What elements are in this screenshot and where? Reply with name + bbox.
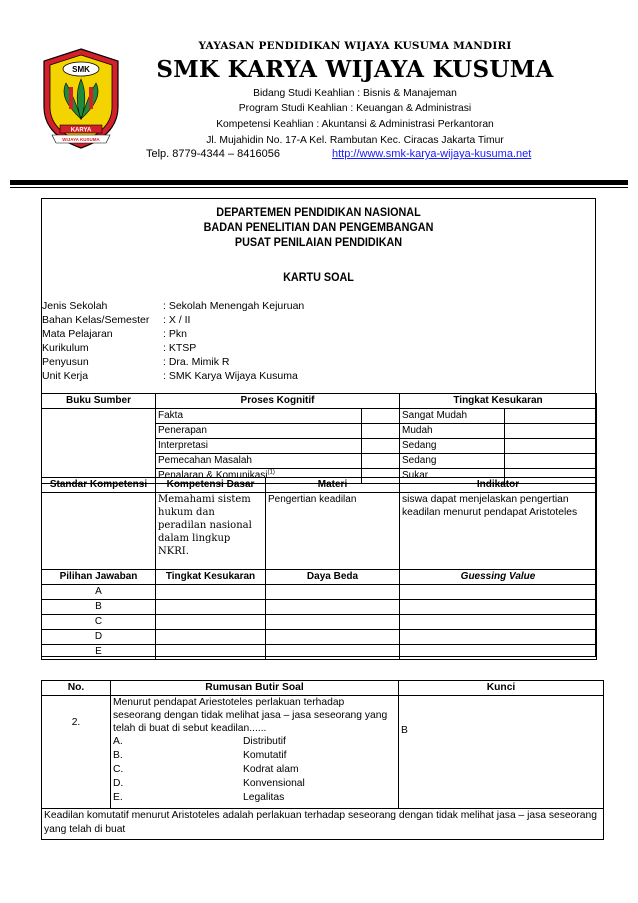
table-header-row: [42, 681, 604, 696]
empty-cell[interactable]: [400, 615, 597, 630]
empty-cell[interactable]: [266, 600, 400, 615]
divider-thin: [10, 187, 628, 188]
option-letter: A: [42, 585, 156, 600]
empty-cell[interactable]: [156, 585, 266, 600]
info-label: Jenis Sekolah: [42, 300, 108, 312]
header-tingkat-kesukaran: Tingkat Kesukaran: [156, 570, 266, 585]
empty-cell[interactable]: [400, 630, 597, 645]
info-label: Bahan Kelas/Semester: [42, 314, 150, 326]
empty-cell[interactable]: [400, 645, 597, 660]
info-value: : SMK Karya Wijaya Kusuma: [163, 370, 298, 382]
header-pilihan-jawaban: Pilihan Jawaban: [42, 570, 156, 585]
proses-item-label: Penalaran & Komunikasi: [158, 470, 268, 481]
empty-cell[interactable]: [266, 630, 400, 645]
answer-option: [113, 749, 396, 763]
answer-analysis-table: [41, 569, 597, 660]
proses-item: Penerapan: [156, 424, 362, 439]
header-no: No.: [42, 681, 111, 696]
table-row: [42, 615, 597, 630]
option-key: C.: [113, 764, 124, 775]
buku-sumber-cell[interactable]: [42, 409, 156, 484]
study-program: Program Studi Keahlian : Keuangan & Administrasi: [238, 103, 472, 114]
school-logo: [38, 47, 124, 150]
department-line-3: PUSAT PENILAIAN PENDIDIKAN: [234, 235, 403, 249]
materi-cell: Pengertian keadilan: [266, 493, 400, 570]
header-tingkat-kesukaran: Tingkat Kesukaran: [400, 394, 597, 409]
foundation-name: YAYASAN PENDIDIKAN WIJAYA KUSUMA MANDIRI: [198, 40, 512, 52]
table-row: [42, 493, 597, 570]
phone-number: Telp. 8779-4344 – 8416056: [146, 148, 280, 160]
header-materi: Materi: [266, 478, 400, 493]
option-letter: E: [42, 645, 156, 660]
option-letter: C: [42, 615, 156, 630]
option-key: D.: [113, 778, 124, 789]
check-cell[interactable]: [362, 424, 400, 439]
empty-cell[interactable]: [400, 585, 597, 600]
header-guessing-value: Guessing Value: [400, 570, 597, 585]
standar-kompetensi-cell[interactable]: [42, 493, 156, 570]
option-key: B.: [113, 750, 123, 761]
header-daya-beda: Daya Beda: [266, 570, 400, 585]
empty-cell[interactable]: [266, 585, 400, 600]
option-text: Kodrat alam: [243, 764, 299, 775]
explanation-cell: Keadilan komutatif menurut Aristoteles adalah perlakuan terhadap seseorang dengan tidak melihat jasa – jasa seseorang yang telah di buat: [42, 809, 604, 840]
answer-option: [113, 777, 396, 791]
info-value: : X / II: [163, 314, 191, 326]
header-rumusan: Rumusan Butir Soal: [111, 681, 399, 696]
header-buku-sumber: Buku Sumber: [42, 394, 156, 409]
option-text: Komutatif: [243, 750, 287, 761]
tingkat-item: Sedang: [400, 454, 505, 469]
info-value: : KTSP: [163, 342, 197, 354]
table-row: [42, 600, 597, 615]
empty-cell[interactable]: [156, 600, 266, 615]
table-row: [42, 630, 597, 645]
department-line-2: BADAN PENELITIAN DAN PENGEMBANGAN: [203, 220, 434, 234]
cognitive-table: [41, 393, 597, 484]
empty-cell[interactable]: [400, 600, 597, 615]
empty-cell[interactable]: [156, 645, 266, 660]
header-kunci: Kunci: [399, 681, 604, 696]
question-cell: [111, 696, 399, 809]
competency: Kompetensi Keahlian : Akuntansi & Administrasi Perkantoran: [216, 119, 494, 130]
table-row: [42, 645, 597, 660]
option-text: Distributif: [243, 736, 286, 747]
table-row: [42, 696, 604, 809]
info-label: Unit Kerja: [42, 370, 89, 382]
info-label: Mata Pelajaran: [42, 328, 113, 340]
option-key: A.: [113, 736, 123, 747]
footnote-marker: (1): [267, 469, 275, 476]
letterhead: [0, 0, 638, 190]
tingkat-item: Sangat Mudah: [400, 409, 505, 424]
address: Jl. Mujahidin No. 17-A Kel. Rambutan Kec. Ciracas Jakarta Timur: [206, 135, 504, 146]
answer-key: B: [401, 725, 408, 736]
tingkat-item: Sukar: [400, 469, 505, 484]
proses-item: Pemecahan Masalah: [156, 454, 362, 469]
info-label: Kurikulum: [42, 342, 89, 354]
header-indikator: Indikator: [400, 478, 597, 493]
indikator-cell: siswa dapat menjelaskan pengertian keadilan menurut pendapat Aristoteles: [400, 493, 597, 570]
divider-thick: [10, 180, 628, 185]
check-cell[interactable]: [505, 454, 597, 469]
table-row: [42, 585, 597, 600]
logo-top-text: SMK: [72, 65, 90, 74]
empty-cell[interactable]: [266, 645, 400, 660]
question-number: [42, 696, 111, 809]
table-header-row: [42, 478, 597, 493]
table-header-row: [42, 570, 597, 585]
check-cell[interactable]: [362, 439, 400, 454]
table-header-row: [42, 394, 597, 409]
option-text: Legalitas: [243, 792, 285, 803]
option-text: Konvensional: [243, 778, 305, 789]
tingkat-item: Sedang: [400, 439, 505, 454]
logo-bottom-text: KARYA: [70, 127, 92, 134]
check-cell[interactable]: [362, 409, 400, 424]
proses-item: Interpretasi: [156, 439, 362, 454]
option-letter: B: [42, 600, 156, 615]
option-letter: D: [42, 630, 156, 645]
question-line: seseorang dengan tidak melihat jasa – jasa seseorang yang: [113, 710, 388, 721]
header-kompetensi-dasar: Kompetensi Dasar: [156, 478, 266, 493]
answer-key-cell: [399, 696, 604, 809]
check-cell[interactable]: [505, 409, 597, 424]
empty-cell[interactable]: [266, 615, 400, 630]
table-row: [42, 809, 604, 840]
logo-ribbon-text: WIJAYA KUSUMA: [62, 137, 100, 142]
answer-option: [113, 763, 396, 777]
card-title: KARTU SOAL: [283, 270, 354, 284]
info-value: : Sekolah Menengah Kejuruan: [163, 300, 305, 312]
field-of-study: Bidang Studi Keahlian : Bisnis & Manajeman: [253, 88, 457, 99]
empty-cell[interactable]: [156, 630, 266, 645]
empty-cell[interactable]: [156, 615, 266, 630]
answer-option: [113, 791, 396, 805]
competency-table: [41, 477, 597, 570]
question-number-text: 2.: [71, 716, 81, 728]
check-cell[interactable]: [505, 424, 597, 439]
check-cell[interactable]: [505, 439, 597, 454]
header-proses-kognitif: Proses Kognitif: [156, 394, 400, 409]
answer-option: [113, 735, 396, 749]
option-key: E.: [113, 792, 123, 803]
info-value: : Dra. Mimik R: [163, 356, 230, 368]
proses-item: Fakta: [156, 409, 362, 424]
info-value: : Pkn: [163, 328, 187, 340]
tingkat-item: Mudah: [400, 424, 505, 439]
check-cell[interactable]: [362, 454, 400, 469]
question-line: telah di buat di sebut keadilan......: [113, 723, 267, 734]
department-line-1: DEPARTEMEN PENDIDIKAN NASIONAL: [216, 205, 421, 219]
question-items-table: [41, 680, 604, 840]
kompetensi-dasar-cell: Memahami sistem hukum dan peradilan nasional dalam lingkup NKRI.: [156, 493, 266, 570]
header-standar-kompetensi: Standar Kompetensi: [42, 478, 156, 493]
school-name: SMK KARYA WIJAYA KUSUMA: [156, 56, 554, 83]
website-link[interactable]: http://www.smk-karya-wijaya-kusuma.net: [332, 148, 532, 160]
question-line: Menurut pendapat Ariestoteles perlakuan terhadap: [113, 697, 345, 708]
info-label: Penyusun: [42, 356, 89, 368]
table-row: [42, 409, 597, 424]
